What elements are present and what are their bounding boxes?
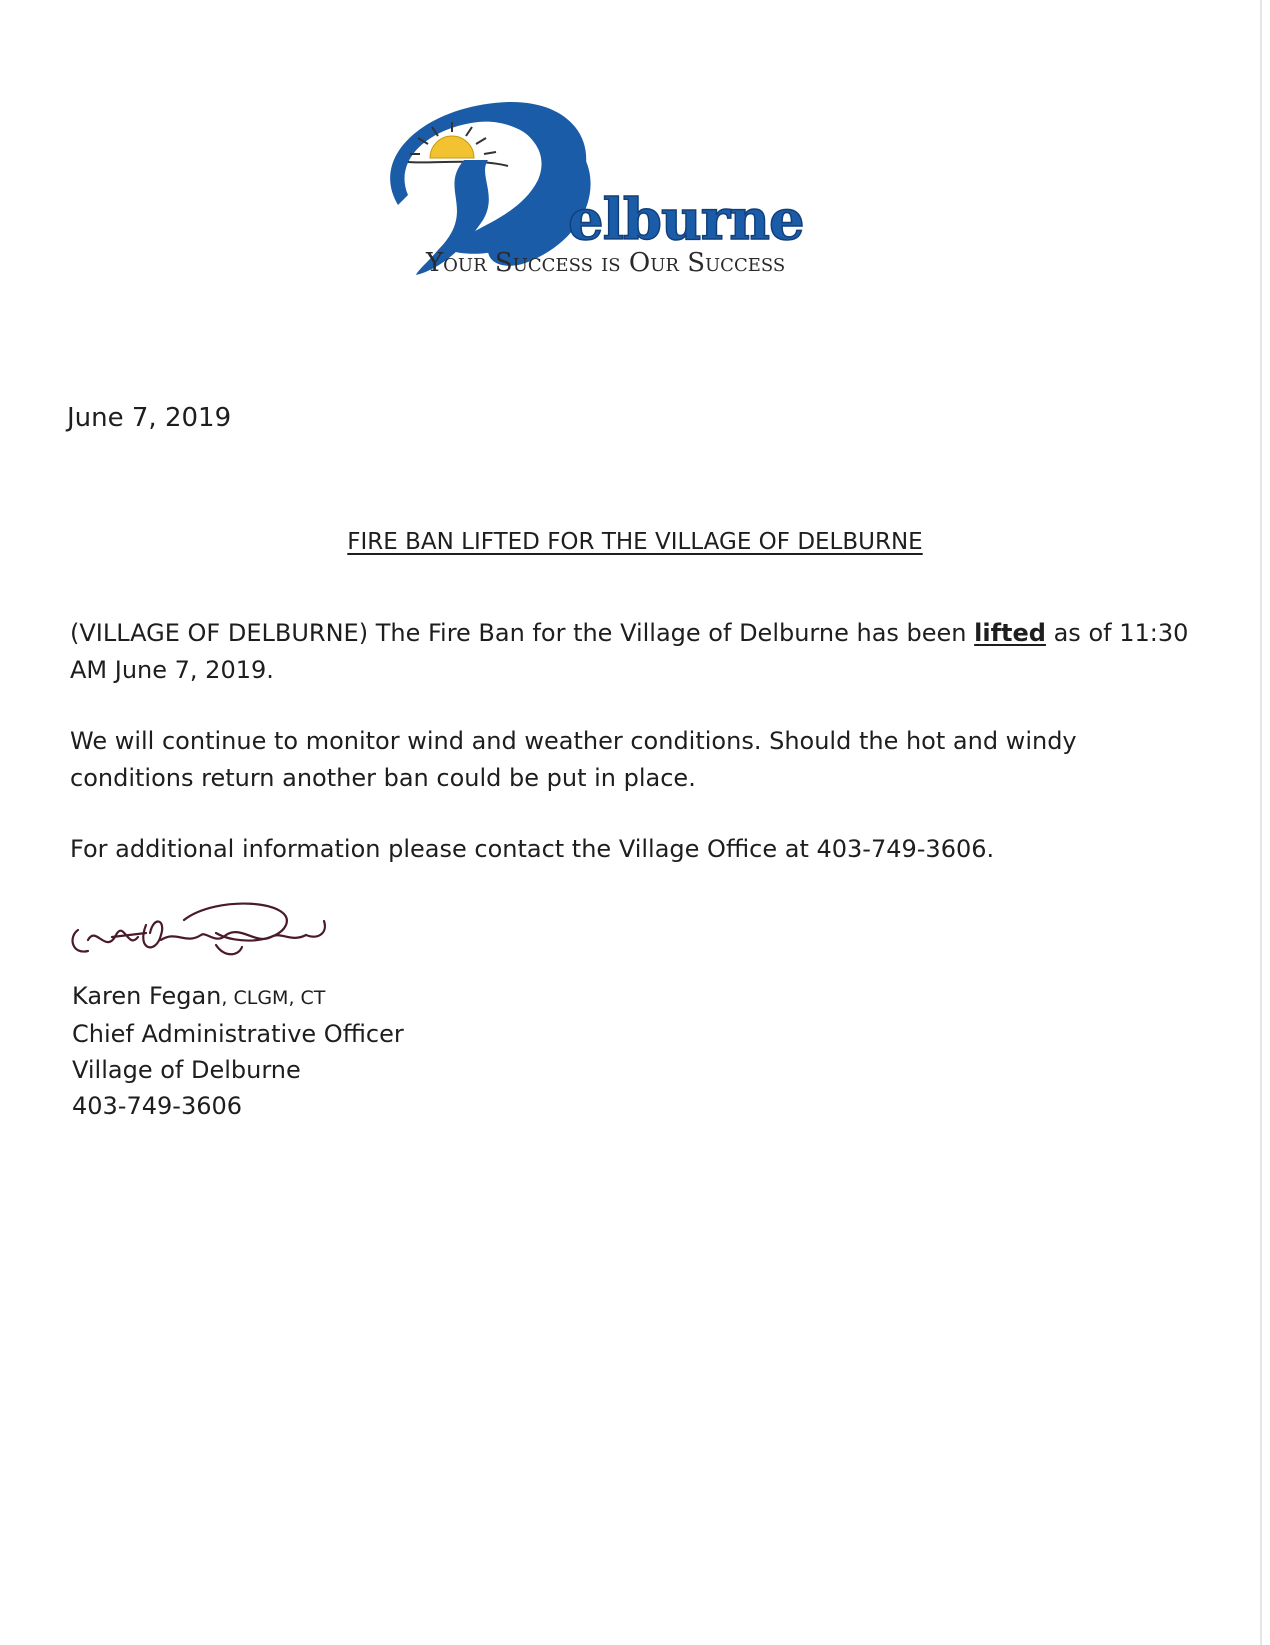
logo-wordmark: elburne xyxy=(568,187,804,253)
signer-credentials: , CLGM, CT xyxy=(221,987,326,1009)
paragraph-announcement xyxy=(70,615,1190,689)
letter-headline xyxy=(0,531,1270,554)
delburne-logo xyxy=(368,100,848,290)
headline-text: FIRE BAN LIFTED FOR THE VILLAGE OF DELBURNE xyxy=(347,529,923,555)
scan-edge xyxy=(1260,0,1262,1645)
signer-organization: Village of Delburne xyxy=(72,1056,301,1084)
letter-date: June 7, 2019 xyxy=(67,403,232,433)
lifted-emphasis: lifted xyxy=(974,619,1046,647)
paragraph-1-before: (VILLAGE OF DELBURNE) The Fire Ban for the Village of Delburne has been xyxy=(70,619,975,647)
paragraph-contact: For additional information please contact the Village Office at 403-749-3606. xyxy=(70,835,995,863)
signer-phone: 403-749-3606 xyxy=(72,1092,243,1120)
signature-block xyxy=(72,978,404,1124)
signer-name-line xyxy=(72,978,404,1016)
logo-tagline: Your Success is Our Success xyxy=(426,248,786,278)
paragraph-1-after: as of 11:30 AM June 7, 2019. xyxy=(70,619,1189,684)
paragraph-monitoring: We will continue to monitor wind and weather conditions. Should the hot and windy conditions return another ban could be put in place. xyxy=(70,727,1077,792)
signer-name: Karen Fegan xyxy=(72,982,222,1010)
signer-title: Chief Administrative Officer xyxy=(72,1020,404,1048)
